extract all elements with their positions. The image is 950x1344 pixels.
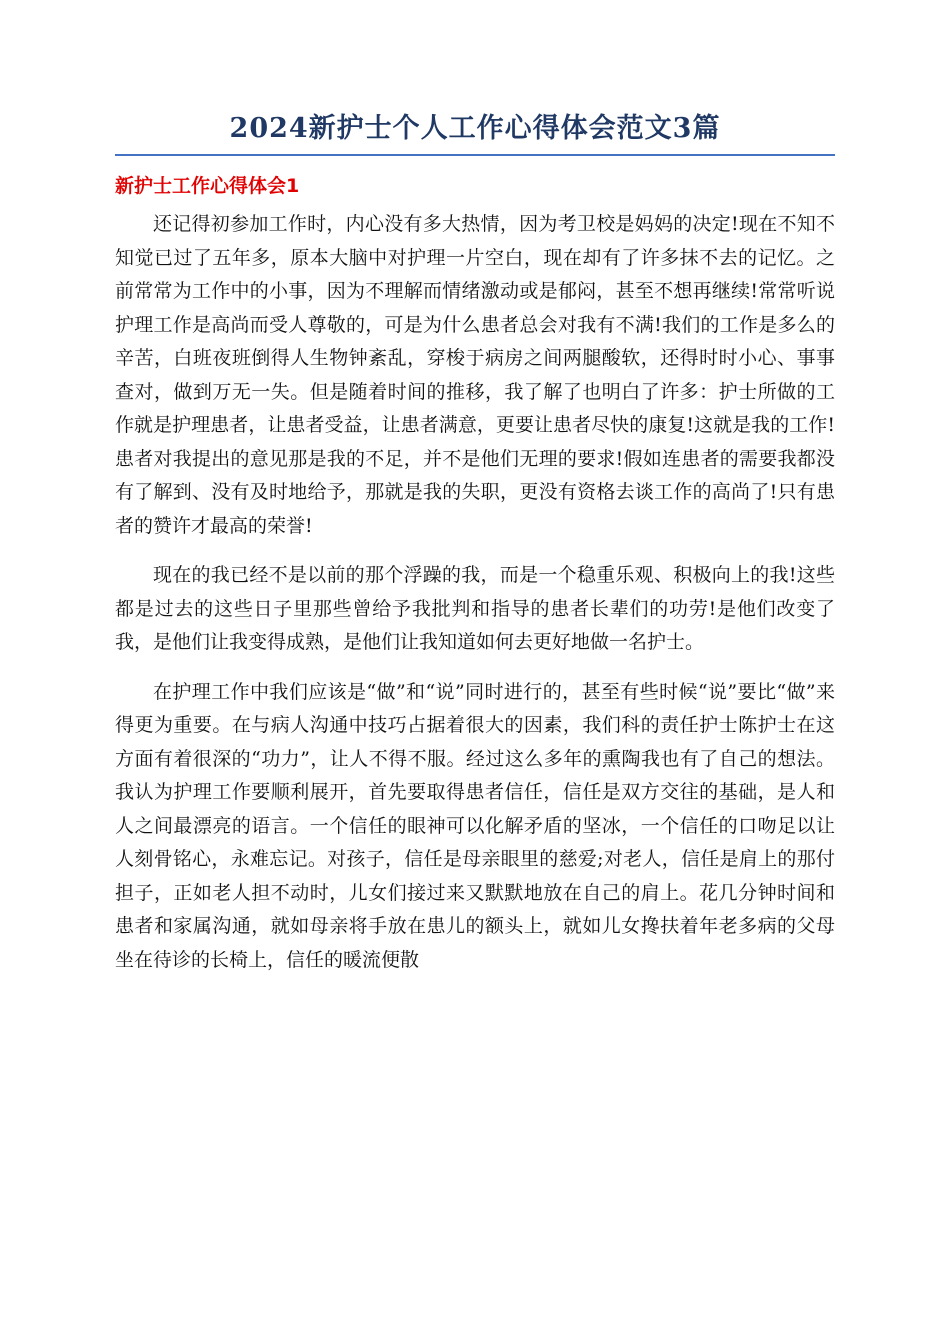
paragraph-2: 现在的我已经不是以前的那个浮躁的我，而是一个稳重乐观、积极向上的我!这些都是过去的这些日子里那些曾给予我批判和指导的患者长辈们的功劳!是他们改变了我，是他们让我变得成熟，是他们让我知道如何去更好地做一名护士。	[115, 564, 835, 653]
section-heading: 新护士工作心得体会1	[115, 175, 300, 197]
document-page	[115, 112, 835, 993]
document-title: 2024新护士个人工作心得体会范文3篇	[229, 113, 721, 144]
paragraph-1: 还记得初参加工作时，内心没有多大热情，因为考卫校是妈妈的决定!现在不知不知觉已过了五年多，原本大脑中对护理一片空白，现在却有了许多抹不去的记忆。之前常常为工作中的小事，因为不理解而情绪激动或是郁闷，甚至不想再继续!常常听说护理工作是高尚而受人尊敬的，可是为什么患者总会对我有不满!我们的工作是多么的辛苦，白班夜班倒得人生物钟紊乱，穿梭于病房之间两腿酸软，还得时时小心、事事查对，做到万无一失。但是随着时间的推移，我了解了也明白了许多：护士所做的工作就是护理患者，让患者受益，让患者满意，更要让患者尽快的康复!这就是我的工作!患者对我提出的意见那是我的不足，并不是他们无理的要求!假如连患者的需要我都没有了解到、没有及时地给予，那就是我的失职，更没有资格去谈工作的高尚了!只有患者的赞许才最高的荣誉!	[115, 213, 835, 537]
paragraph-3: 在护理工作中我们应该是“做”和“说”同时进行的，甚至有些时候“说”要比“做”来得更为重要。在与病人沟通中技巧占据着很大的因素，我们科的责任护士陈护士在这方面有着很深的“功力”，让人不得不服。经过这么多年的熏陶我也有了自己的想法。我认为护理工作要顺利展开，首先要取得患者信任，信任是双方交往的基础，是人和人之间最漂亮的语言。一个信任的眼神可以化解矛盾的坚冰，一个信任的口吻足以让人刻骨铭心，永难忘记。对孩子，信任是母亲眼里的慈爱;对老人，信任是肩上的那付担子，正如老人担不动时，儿女们接过来又默默地放在自己的肩上。花几分钟时间和患者和家属沟通，就如母亲将手放在患儿的额头上，就如儿女搀扶着年老多病的父母坐在待诊的长椅上，信任的暖流便散	[115, 680, 835, 971]
title-underline	[115, 154, 835, 156]
